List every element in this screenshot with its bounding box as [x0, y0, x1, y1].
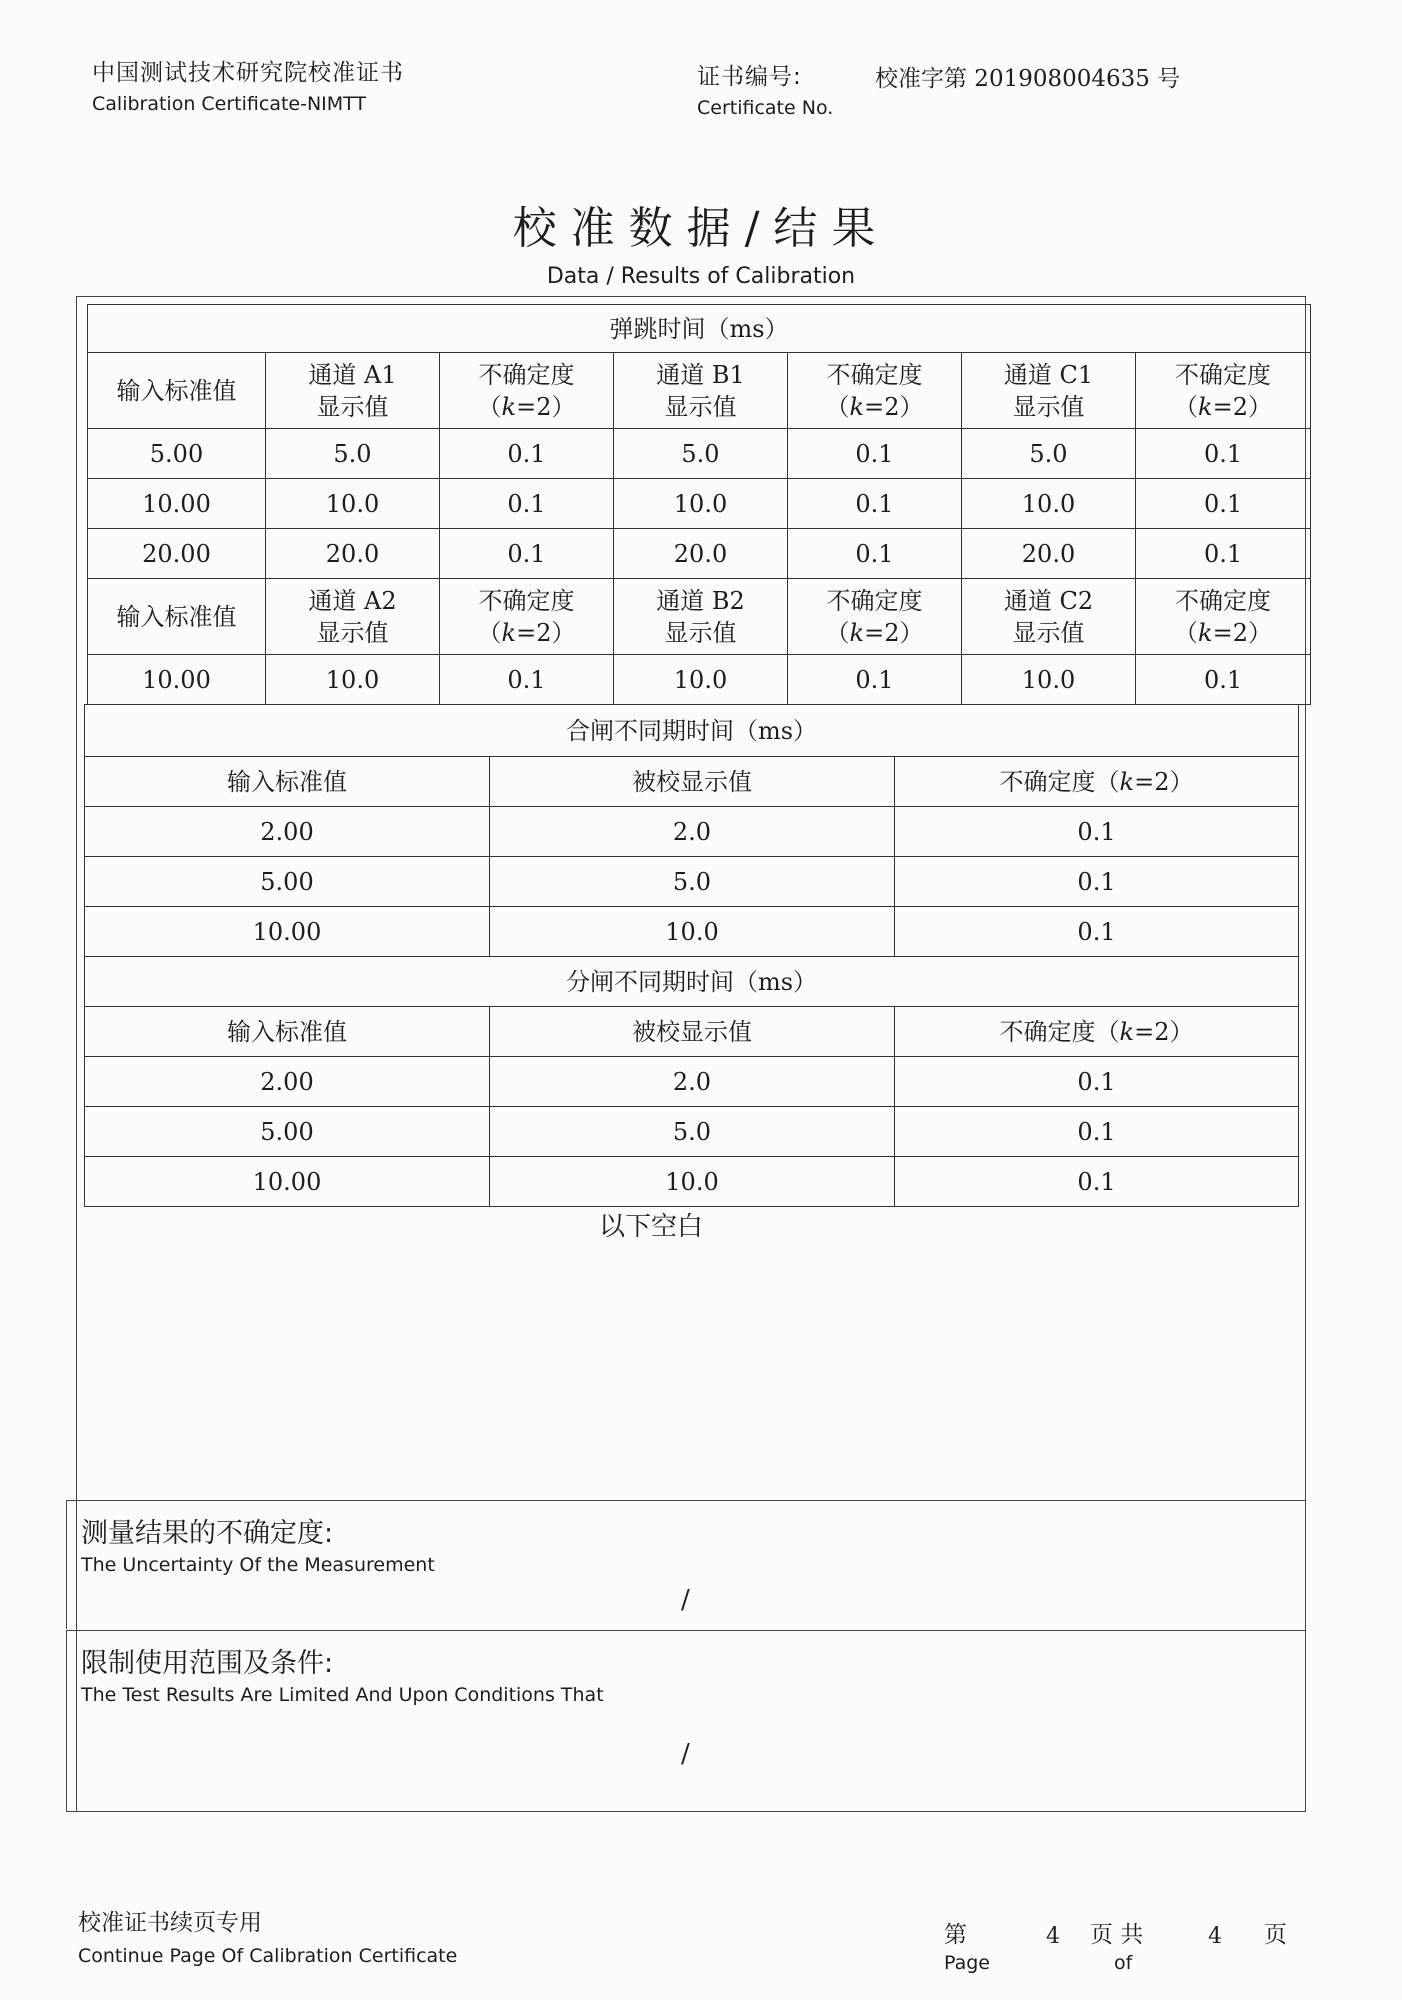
page-label-en: Page — [944, 1952, 990, 1974]
page-prefix-cn: 第 — [944, 1922, 967, 1948]
k-factor: （k=2） — [477, 618, 576, 647]
bounce-header-row-1 — [88, 353, 1311, 429]
footer-label — [78, 1904, 457, 1967]
table-cell: 0.1 — [440, 429, 614, 479]
org-name-cn: 中国测试技术研究院校准证书 — [92, 60, 404, 86]
table-cell: 0.1 — [788, 529, 962, 579]
bounce-header-row-2 — [88, 579, 1311, 655]
table-cell: 5.00 — [88, 429, 266, 479]
header-cell: 通道 B1 显示值 — [614, 353, 788, 429]
table-cell: 10.0 — [490, 1157, 895, 1207]
table-cell: 2.00 — [85, 807, 490, 857]
cert-label — [697, 58, 833, 119]
table-cell: 20.00 — [88, 529, 266, 579]
table-cell: 0.1 — [1136, 655, 1311, 705]
header-cell — [1136, 579, 1311, 655]
table-cell: 0.1 — [1136, 529, 1311, 579]
header-cell — [440, 579, 614, 655]
header-cell-label: 不确定度 — [826, 586, 923, 615]
open-sync-header — [85, 1007, 1299, 1057]
of-label-en: of — [1114, 1952, 1133, 1974]
table-cell: 10.0 — [490, 907, 895, 957]
k-factor: （k=2） — [1174, 618, 1272, 647]
limits-label-en: The Test Results Are Limited And Upon Conditions That — [81, 1684, 604, 1706]
table-cell: 20.0 — [614, 529, 788, 579]
footer-label-en: Continue Page Of Calibration Certificate — [78, 1945, 458, 1967]
header-cell: 通道 A2 显示值 — [266, 579, 440, 655]
table-cell: 10.0 — [962, 479, 1136, 529]
table-cell: 2.0 — [490, 807, 895, 857]
uncertainty-value: / — [681, 1585, 690, 1615]
table-cell: 0.1 — [895, 907, 1299, 957]
table-row — [85, 807, 1299, 857]
table-cell: 10.00 — [88, 479, 266, 529]
header-org — [92, 54, 404, 115]
limits-value: / — [681, 1739, 690, 1769]
header-cell: 输入标准值 — [85, 1007, 490, 1057]
header-cell: 不确定度（k=2） — [895, 1007, 1299, 1057]
header-cell: 输入标准值 — [88, 353, 266, 429]
page-total: 4 — [1208, 1924, 1222, 1949]
page-title-cn: 校准数据/结果 — [512, 203, 890, 254]
table-cell: 0.1 — [895, 1107, 1299, 1157]
table-cell: 10.0 — [614, 479, 788, 529]
uncertainty-label-en: The Uncertainty Of the Measurement — [81, 1554, 435, 1576]
table-cell: 5.00 — [85, 857, 490, 907]
page-mid-cn: 页 共 — [1090, 1922, 1144, 1948]
open-sync-caption: 分闸不同期时间（ms） — [85, 957, 1299, 1007]
limits-label-cn: 限制使用范围及条件: — [81, 1648, 334, 1679]
table-cell: 2.00 — [85, 1057, 490, 1107]
page-suffix-cn: 页 — [1264, 1922, 1287, 1948]
close-sync-header — [85, 757, 1299, 807]
close-sync-caption: 合闸不同期时间（ms） — [85, 705, 1299, 757]
table-row — [88, 529, 1311, 579]
table-cell: 10.0 — [614, 655, 788, 705]
table-row — [88, 655, 1311, 705]
k-factor: （k=2） — [825, 392, 924, 421]
table-cell: 0.1 — [895, 857, 1299, 907]
table-cell: 10.00 — [85, 907, 490, 957]
header-cell: 通道 A1 显示值 — [266, 353, 440, 429]
table-row — [85, 1157, 1299, 1207]
header-cell: 通道 B2 显示值 — [614, 579, 788, 655]
table-cell: 10.0 — [962, 655, 1136, 705]
header-cell: 被校显示值 — [490, 757, 895, 807]
limits-section — [66, 1630, 1306, 1812]
table-row — [88, 479, 1311, 529]
header-cell: 输入标准值 — [88, 579, 266, 655]
table-cell: 5.0 — [490, 1107, 895, 1157]
table-cell: 10.0 — [266, 655, 440, 705]
table-cell: 10.0 — [266, 479, 440, 529]
header-cell: 被校显示值 — [490, 1007, 895, 1057]
header-cell — [788, 579, 962, 655]
cert-number: 校准字第 201908004635 号 — [875, 66, 1181, 92]
table-cell: 0.1 — [788, 429, 962, 479]
sync-time-table — [84, 704, 1298, 1207]
table-cell: 5.0 — [614, 429, 788, 479]
table-cell: 20.0 — [962, 529, 1136, 579]
table-cell: 0.1 — [895, 1157, 1299, 1207]
k-factor: （k=2） — [825, 618, 924, 647]
bounce-time-table — [87, 304, 1300, 705]
table-cell: 0.1 — [440, 529, 614, 579]
page-title-en: Data / Results of Calibration — [546, 264, 856, 289]
table-cell: 5.0 — [266, 429, 440, 479]
table-cell: 0.1 — [895, 1057, 1299, 1107]
bounce-caption: 弹跳时间（ms） — [88, 305, 1311, 353]
table-row — [85, 1057, 1299, 1107]
table-row — [85, 907, 1299, 957]
uncertainty-section — [66, 1500, 1306, 1629]
table-cell: 0.1 — [440, 479, 614, 529]
header-cell-label: 不确定度 — [1175, 360, 1272, 389]
blank-below-note: 以下空白 — [598, 1212, 703, 1242]
k-factor: （k=2） — [1174, 392, 1272, 421]
table-cell: 2.0 — [490, 1057, 895, 1107]
table-row — [88, 429, 1311, 479]
header-cell — [1136, 353, 1311, 429]
header-cell: 输入标准值 — [85, 757, 490, 807]
header-cell — [788, 353, 962, 429]
cert-label-cn: 证书编号: — [697, 64, 802, 90]
uncertainty-label-cn: 测量结果的不确定度: — [81, 1518, 334, 1549]
table-row — [85, 857, 1299, 907]
cert-label-en: Certificate No. — [697, 97, 834, 119]
header-cell: 通道 C1 显示值 — [962, 353, 1136, 429]
table-cell: 0.1 — [1136, 429, 1311, 479]
header-cell-label: 不确定度 — [478, 360, 575, 389]
table-cell: 5.0 — [962, 429, 1136, 479]
table-cell: 10.00 — [85, 1157, 490, 1207]
header-cell: 通道 C2 显示值 — [962, 579, 1136, 655]
header-cell: 不确定度（k=2） — [895, 757, 1299, 807]
header-cell-label: 不确定度 — [478, 586, 575, 615]
table-cell: 0.1 — [788, 655, 962, 705]
table-cell: 5.0 — [490, 857, 895, 907]
table-cell: 0.1 — [788, 479, 962, 529]
footer-label-cn: 校准证书续页专用 — [78, 1910, 262, 1936]
table-cell: 0.1 — [440, 655, 614, 705]
header-cell — [440, 353, 614, 429]
table-cell: 0.1 — [895, 807, 1299, 857]
header-cell-label: 不确定度 — [826, 360, 923, 389]
table-cell: 0.1 — [1136, 479, 1311, 529]
table-cell: 20.0 — [266, 529, 440, 579]
table-cell: 10.00 — [88, 655, 266, 705]
org-name-en: Calibration Certificate-NIMTT — [92, 93, 367, 115]
table-cell: 5.00 — [85, 1107, 490, 1157]
k-factor: （k=2） — [477, 392, 576, 421]
table-row — [85, 1107, 1299, 1157]
page-number: 4 — [1046, 1924, 1060, 1949]
header-cell-label: 不确定度 — [1175, 586, 1272, 615]
